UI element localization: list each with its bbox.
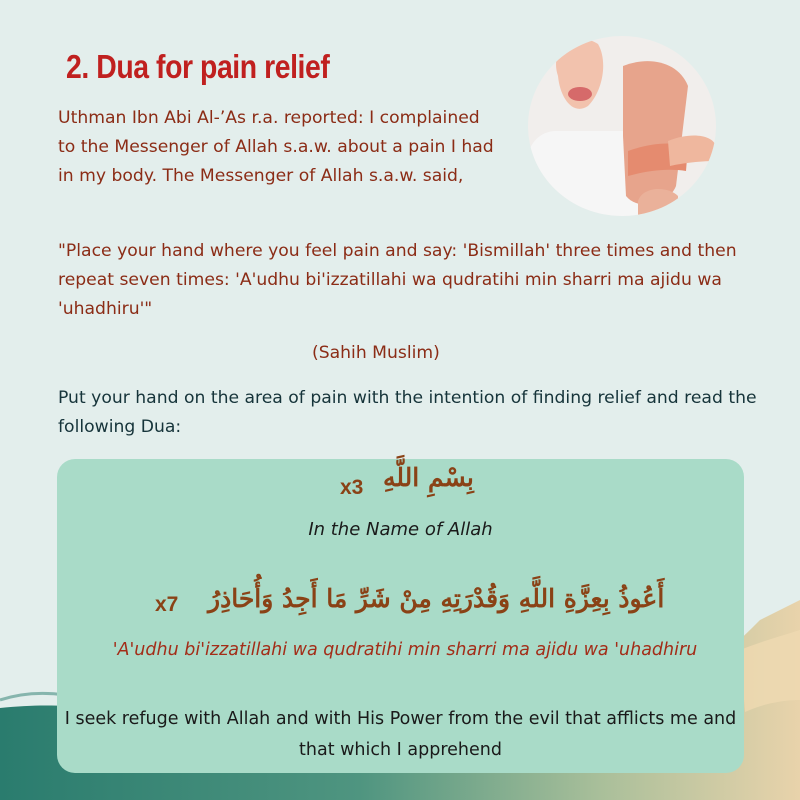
page-title: 2. Dua for pain relief (66, 48, 330, 85)
bismillah-meaning: In the Name of Allah (308, 519, 493, 540)
instruction-paragraph: Put your hand on the area of pain with the intention of finding relief and read the following Dua: (58, 388, 757, 437)
bismillah-count: x3 (340, 476, 364, 499)
dua-arabic: أَعُوذُ بِعِزَّةِ اللَّهِ وَقُدْرَتِهِ مِنْ شَرِّ مَا أَجِدُ وَأُحَاذِرُ (208, 584, 665, 613)
dua-transliteration: 'A'udhu bi'izzatillahi wa qudratihi min sharri ma ajidu wa 'uhadhiru (112, 640, 698, 660)
dua-meaning: I seek refuge with Allah and with His Power from the evil that afflicts me and that which I apprehend (64, 709, 737, 760)
reference-text: (Sahih Muslim) (312, 343, 440, 363)
intro-paragraph: Uthman Ibn Abi Al-’As r.a. reported: I complained to the Messenger of Allah s.a.w. about a pain I had in my body. The Messenger of Allah s.a.w. said, (58, 108, 494, 186)
dua-count: x7 (155, 593, 179, 616)
bismillah-arabic: بِسْمِ اللَّهِ (383, 463, 474, 492)
bandaged-elbow-photo-icon (528, 36, 716, 216)
quote-paragraph: "Place your hand where you feel pain and say: 'Bismillah' three times and then repeat seven times: 'A'udhu bi'izzatillahi wa qudratihi min sharri ma ajidu wa 'uhadhiru'" (58, 241, 737, 319)
